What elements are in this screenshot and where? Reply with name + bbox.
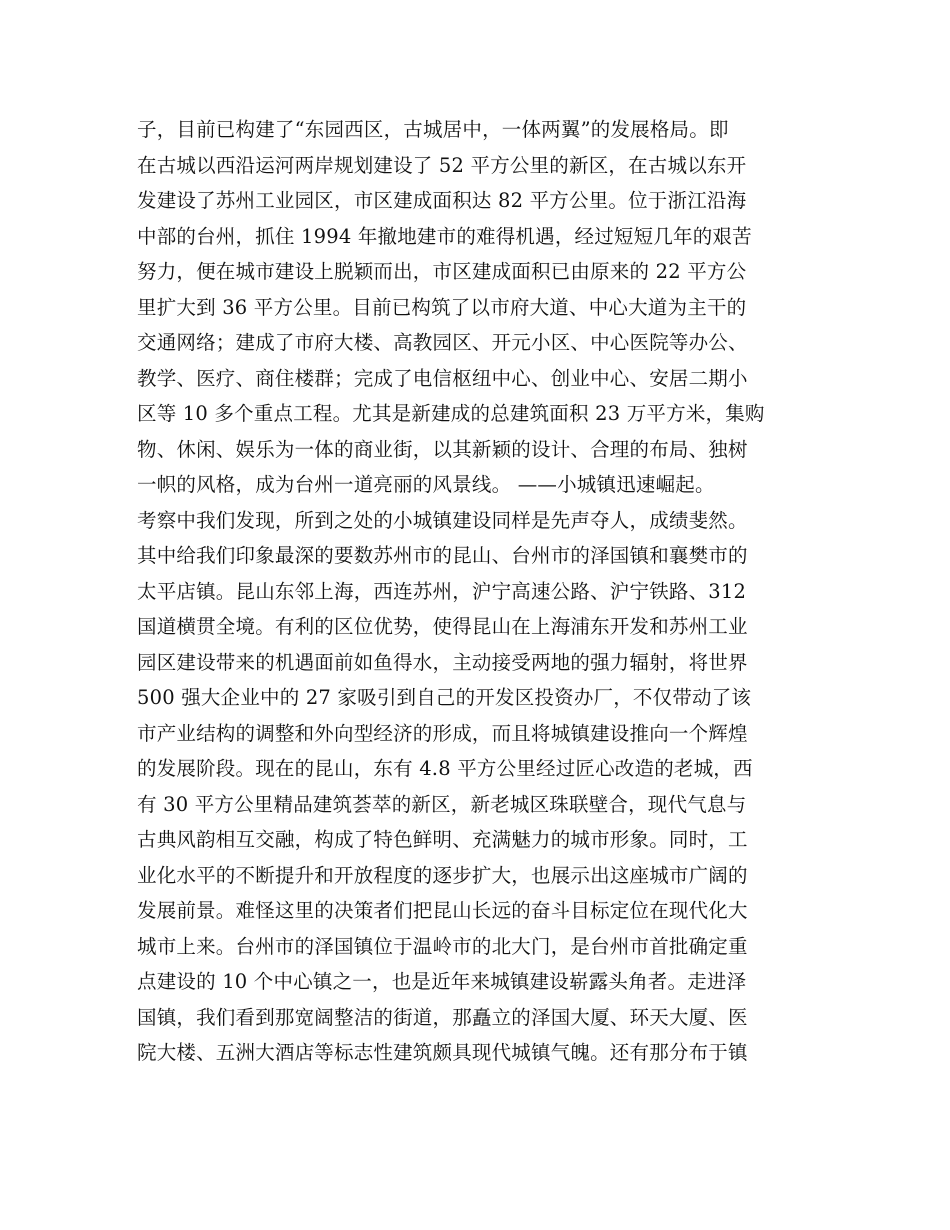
text-line: 子，目前已构建了“东园西区，古城居中，一体两翼”的发展格局。即	[137, 118, 729, 141]
text-line: 国镇，我们看到那宽阔整洁的街道，那矗立的泽国大厦、环天大厦、医	[137, 1005, 748, 1029]
text-line: 园区建设带来的机遇面前如鱼得水，主动接受两地的强力辐射，将世界	[137, 650, 748, 674]
text-line: 里扩大到 36 平方公里。目前已构筑了以市府大道、中心大道为主干的	[137, 295, 747, 319]
text-line: 的发展阶段。现在的昆山，东有 4.8 平方公里经过匠心改造的老城，西	[137, 757, 753, 780]
text-line: 古典风韵相互交融，构成了特色鲜明、充满魅力的城市形象。同时，工	[137, 828, 748, 851]
text-line: 努力，便在城市建设上脱颖而出，市区建成面积已由原来的 22 平方公	[137, 260, 747, 283]
text-line: 区等 10 多个重点工程。尤其是新建成的总建筑面积 23 万平方米，集购	[137, 402, 765, 425]
text-line: 发展前景。难怪这里的决策者们把昆山长远的奋斗目标定位在现代化大	[137, 899, 748, 922]
text-line: 其中给我们印象最深的要数苏州市的昆山、台州市的泽国镇和襄樊市的	[137, 544, 748, 567]
text-line: 中部的台州，抓住 1994 年撤地建市的难得机遇，经过短短几年的艰苦	[137, 224, 752, 248]
text-line: 国道横贯全境。有利的区位优势，使得昆山在上海浦东开发和苏州工业	[137, 615, 748, 638]
text-line: 交通网络；建成了市府大楼、高教园区、开元小区、中心医院等办公、	[137, 331, 748, 354]
text-line: 考察中我们发现，所到之处的小城镇建设同样是先声夺人，成绩斐然。	[137, 508, 748, 532]
text-line: 发建设了苏州工业园区，市区建成面积达 82 平方公里。位于浙江沿海	[137, 189, 747, 212]
text-line: 在古城以西沿运河两岸规划建设了 52 平方公里的新区，在古城以东开	[137, 153, 747, 177]
text-line: 太平店镇。昆山东邻上海，西连苏州，沪宁高速公路、沪宁铁路、312	[137, 579, 747, 603]
text-line: 院大楼、五洲大酒店等标志性建筑颇具现代城镇气魄。还有那分布于镇	[137, 1041, 748, 1064]
text-line: 有 30 平方公里精品建筑荟萃的新区，新老城区珠联壁合，现代气息与	[137, 792, 747, 816]
text-line: 业化水平的不断提升和开放程度的逐步扩大，也展示出这座城市广阔的	[137, 863, 748, 887]
body-text	[137, 112, 827, 1071]
text-line: 一帜的风格，成为台州一道亮丽的风景线。 ——小城镇迅速崛起。	[137, 473, 715, 496]
text-line: 物、休闲、娱乐为一体的商业街，以其新颖的设计、合理的布局、独树	[137, 437, 748, 461]
text-line: 500 强大企业中的 27 家吸引到自己的开发区投资办厂，不仅带动了该	[137, 686, 752, 709]
text-line: 城市上来。台州市的泽国镇位于温岭市的北大门，是台州市首批确定重	[137, 934, 748, 958]
text-line: 教学、医疗、商住楼群；完成了电信枢纽中心、创业中心、安居二期小	[137, 366, 748, 390]
text-line: 点建设的 10 个中心镇之一，也是近年来城镇建设崭露头角者。走进泽	[137, 970, 747, 993]
text-line: 市产业结构的调整和外向型经济的形成，而且将城镇建设推向一个辉煌	[137, 721, 748, 745]
